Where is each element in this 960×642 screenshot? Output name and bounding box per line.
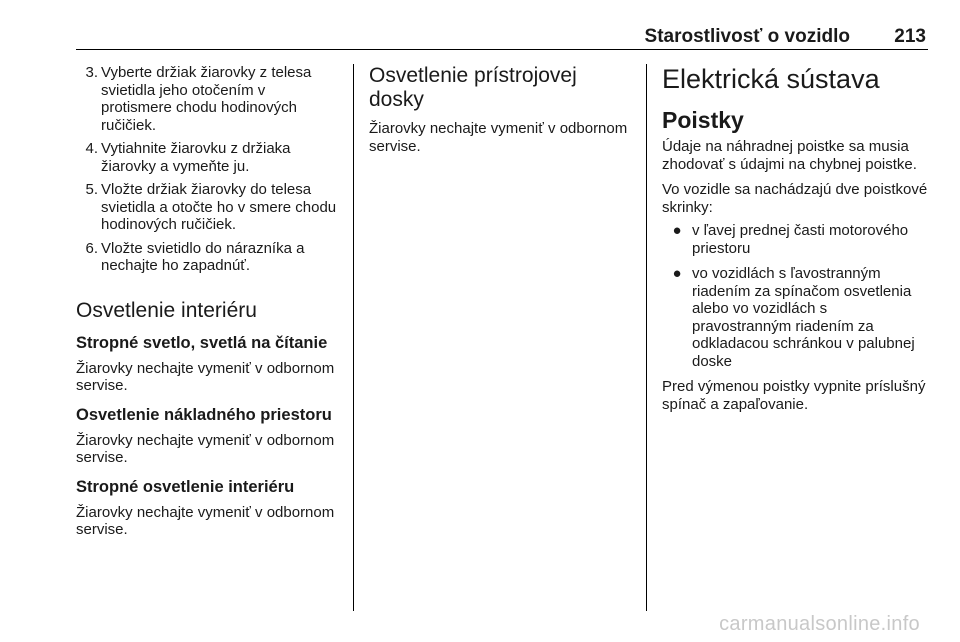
list-item bbox=[662, 222, 928, 257]
page-number: 213 bbox=[894, 26, 926, 47]
column-3 bbox=[662, 64, 928, 413]
subsection-title-ceiling-light: Stropné svetlo, svetlá na čítanie bbox=[76, 333, 328, 352]
paragraph: Žiarovky nechajte vymeniť v odbornom servise. bbox=[76, 359, 335, 394]
column-1 bbox=[76, 64, 338, 539]
steps-list bbox=[76, 64, 338, 275]
step-text: Vytiahnite žiarovku z držiaka žiarovky a vymeňte ju. bbox=[101, 140, 291, 175]
paragraph: Pred výmenou poistky vypnite príslušný spínač a zapaľovanie. bbox=[662, 378, 926, 413]
list-item bbox=[76, 181, 338, 234]
paragraph: Údaje na náhradnej poistke sa musia zhodovať s údajmi na chybnej poistke. bbox=[662, 138, 917, 173]
step-text: Vyberte držiak žiarovky z telesa svietidla jeho otočením v protismere chodu hodinových ručičiek. bbox=[101, 64, 312, 134]
step-number: 6. bbox=[85, 239, 98, 257]
subsection-title-cargo-light: Osvetlenie nákladného priestoru bbox=[76, 405, 332, 424]
list-item bbox=[76, 140, 338, 175]
column-divider-1 bbox=[353, 64, 354, 611]
fuse-box-list bbox=[662, 222, 928, 370]
bullet-icon: ● bbox=[672, 265, 682, 282]
subsection-title-fuses: Poistky bbox=[662, 107, 744, 133]
section-title-instrument-lighting: Osvetlenie prístrojovej dosky bbox=[369, 64, 577, 111]
subsection-title-interior-ceiling: Stropné osvetlenie interiéru bbox=[76, 477, 295, 496]
column-2 bbox=[369, 64, 631, 155]
watermark: carmanualsonline.info bbox=[719, 613, 920, 635]
header-rule bbox=[76, 49, 928, 50]
step-text: Vložte držiak žiarovky do telesa svietidla a otočte ho v smere chodu hodinových ručičiek. bbox=[101, 181, 337, 233]
paragraph: Žiarovky nechajte vymeniť v odbornom servise. bbox=[369, 120, 628, 155]
list-item bbox=[76, 64, 338, 134]
column-divider-2 bbox=[646, 64, 647, 611]
section-title-electrical-system: Elektrická sústava bbox=[662, 64, 880, 94]
step-number: 4. bbox=[85, 140, 98, 157]
bullet-icon: ● bbox=[672, 222, 682, 239]
bullet-text: v ľavej prednej časti motorového priestoru bbox=[692, 222, 909, 257]
paragraph: Žiarovky nechajte vymeniť v odbornom servise. bbox=[76, 431, 335, 466]
header-title: Starostlivosť o vozidlo bbox=[644, 26, 850, 47]
paragraph: Vo vozidle sa nachádzajú dve poistkové skrinky: bbox=[662, 181, 928, 216]
step-number: 3. bbox=[85, 64, 98, 81]
step-number: 5. bbox=[85, 181, 98, 198]
page-header bbox=[76, 22, 928, 50]
paragraph: Žiarovky nechajte vymeniť v odbornom servise. bbox=[76, 503, 335, 538]
section-title-interior-lighting: Osvetlenie interiéru bbox=[76, 298, 257, 322]
list-item bbox=[76, 240, 338, 275]
step-text: Vložte svietidlo do nárazníka a nechajte ho zapadnúť. bbox=[101, 239, 305, 274]
bullet-text: vo vozidlách s ľavostranným riadením za spínačom osvetlenia alebo vo vozidlách s pravostranným riadením za odkladacou schránkou v palubnej doske bbox=[692, 265, 915, 370]
list-item bbox=[662, 265, 928, 370]
